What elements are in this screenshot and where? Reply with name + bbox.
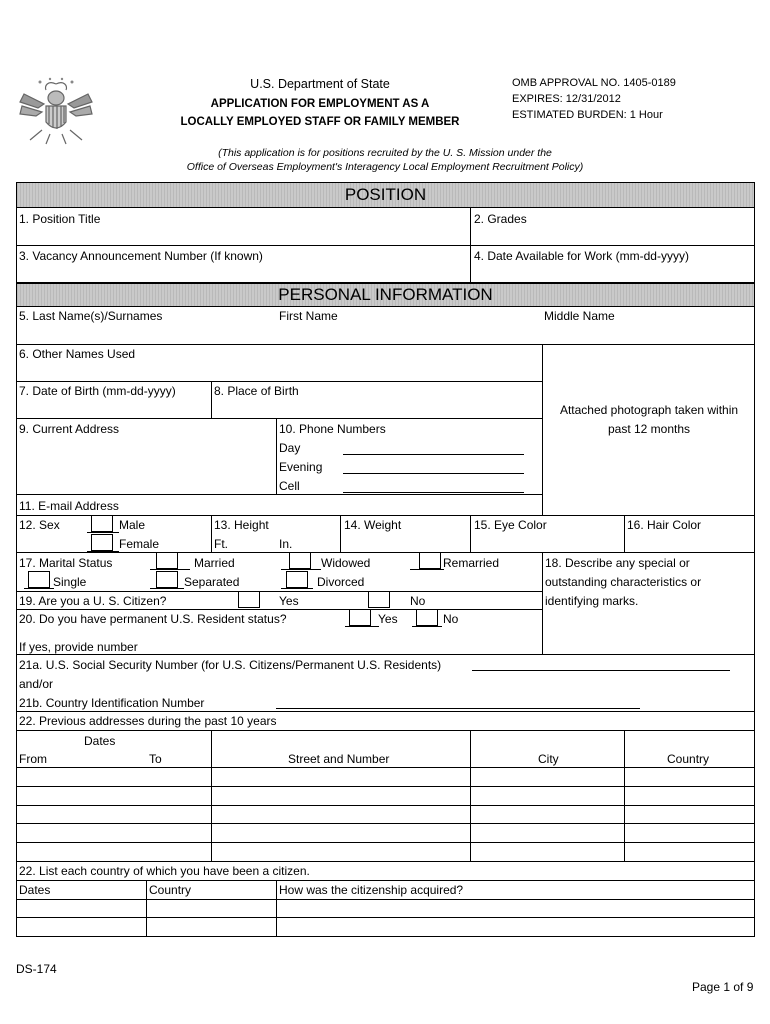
remarried-checkbox[interactable] (419, 552, 441, 569)
widowed-label: Widowed (321, 556, 371, 570)
prev-addresses-label: 22. Previous addresses during the past 10 years (19, 714, 277, 728)
omb-approval: OMB APPROVAL NO. 1405-0189 (512, 77, 676, 89)
section-header-personal (16, 283, 755, 307)
separated-label: Separated (184, 575, 240, 589)
us-citizen-yes-label: Yes (279, 594, 299, 608)
resident-no-checkbox[interactable] (416, 609, 438, 626)
country-header: Country (667, 752, 710, 766)
department-name: U.S. Department of State (250, 77, 390, 91)
to-header: To (149, 752, 162, 766)
section-header-position (16, 182, 755, 208)
cit-country-header: Country (149, 883, 192, 897)
height-field[interactable]: 13. Height (214, 518, 269, 532)
grades-field[interactable]: 2. Grades (474, 212, 527, 226)
date-available-field[interactable]: 4. Date Available for Work (mm-dd-yyyy) (474, 249, 689, 263)
vacancy-number-field[interactable]: 3. Vacancy Announcement Number (If known) (19, 249, 263, 263)
photo-caption-line2: past 12 months (607, 422, 691, 436)
citizenship-label: 22. List each country of which you have been a citizen. (19, 864, 310, 878)
marks-label-line3: identifying marks. (545, 594, 639, 608)
sex-male-label: Male (119, 518, 146, 532)
section-title: PERSONAL INFORMATION (278, 285, 493, 304)
height-in-label: In. (279, 537, 293, 551)
form-number: DS-174 (16, 962, 57, 976)
sex-female-checkbox[interactable] (91, 534, 113, 551)
single-checkbox[interactable] (28, 571, 50, 588)
cit-how-header: How was the citizenship acquired? (279, 883, 464, 897)
resident-number-label: If yes, provide number (19, 640, 138, 654)
country-id-input[interactable] (276, 708, 640, 709)
first-name-field[interactable]: First Name (279, 309, 338, 323)
section-title: POSITION (344, 185, 427, 204)
place-of-birth-field[interactable]: 8. Place of Birth (214, 384, 299, 398)
state-department-seal (16, 76, 96, 148)
city-header: City (538, 752, 559, 766)
eye-color-field[interactable]: 15. Eye Color (474, 518, 547, 532)
dob-field[interactable]: 7. Date of Birth (mm-dd-yyyy) (19, 384, 176, 398)
photo-caption-line1: Attached photograph taken within (559, 403, 739, 417)
expiration-date: EXPIRES: 12/31/2012 (512, 93, 621, 105)
cit-dates-header: Dates (19, 883, 51, 897)
height-ft-label: Ft. (214, 537, 228, 551)
form-title-line2: LOCALLY EMPLOYED STAFF OR FAMILY MEMBER (180, 116, 460, 128)
phone-evening-input[interactable] (343, 473, 524, 474)
remarried-label: Remarried (443, 556, 500, 570)
phone-day-input[interactable] (343, 454, 524, 455)
ssn-input[interactable] (472, 670, 730, 671)
phone-numbers-label: 10. Phone Numbers (279, 422, 386, 436)
resident-yes-label: Yes (378, 612, 398, 626)
email-field[interactable]: 11. E-mail Address (19, 499, 119, 513)
married-checkbox[interactable] (156, 552, 178, 569)
weight-field[interactable]: 14. Weight (344, 518, 402, 532)
us-citizen-no-label: No (410, 594, 426, 608)
married-label: Married (194, 556, 235, 570)
country-id-label: 21b. Country Identification Number (19, 696, 205, 710)
us-citizen-yes-checkbox[interactable] (238, 591, 260, 608)
marks-label-line2: outstanding characteristics or (545, 575, 702, 589)
resident-yes-checkbox[interactable] (349, 609, 371, 626)
dates-header: Dates (84, 734, 116, 748)
from-header: From (19, 752, 47, 766)
position-title-field[interactable]: 1. Position Title (19, 212, 101, 226)
phone-day-label: Day (279, 441, 301, 455)
form-title-line1: APPLICATION FOR EMPLOYMENT AS A (210, 98, 430, 110)
estimated-burden: ESTIMATED BURDEN: 1 Hour (512, 109, 663, 121)
sex-male-checkbox[interactable] (91, 515, 113, 532)
resident-no-label: No (443, 612, 459, 626)
divorced-checkbox[interactable] (286, 571, 308, 588)
marks-label-line1: 18. Describe any special or (545, 556, 690, 570)
divorced-label: Divorced (317, 575, 365, 589)
separated-checkbox[interactable] (156, 571, 178, 588)
form-note-line2: Office of Overseas Employment's Interagency Local Employment Recruitment Policy) (186, 161, 584, 173)
page-number: Page 1 of 9 (692, 980, 754, 994)
phone-cell-input[interactable] (343, 492, 524, 493)
single-label: Single (53, 575, 87, 589)
sex-label: 12. Sex (19, 518, 60, 532)
permanent-resident-label: 20. Do you have permanent U.S. Resident status? (19, 612, 287, 626)
us-citizen-label: 19. Are you a U. S. Citizen? (19, 594, 167, 608)
current-address-field[interactable]: 9. Current Address (19, 422, 120, 436)
street-header: Street and Number (288, 752, 390, 766)
middle-name-field[interactable]: Middle Name (544, 309, 615, 323)
other-names-field[interactable]: 6. Other Names Used (19, 347, 136, 361)
form-note-line1: (This application is for positions recruited by the U. S. Mission under the (218, 147, 552, 159)
marital-status-label: 17. Marital Status (19, 556, 113, 570)
widowed-checkbox[interactable] (289, 552, 311, 569)
last-name-field[interactable]: 5. Last Name(s)/Surnames (19, 309, 163, 323)
phone-evening-label: Evening (279, 460, 323, 474)
hair-color-field[interactable]: 16. Hair Color (627, 518, 702, 532)
phone-cell-label: Cell (279, 479, 300, 493)
andor-label: and/or (19, 677, 54, 691)
ssn-label: 21a. U.S. Social Security Number (for U.S. Citizens/Permanent U.S. Residents) (19, 658, 442, 672)
sex-female-label: Female (119, 537, 160, 551)
us-citizen-no-checkbox[interactable] (368, 591, 390, 608)
